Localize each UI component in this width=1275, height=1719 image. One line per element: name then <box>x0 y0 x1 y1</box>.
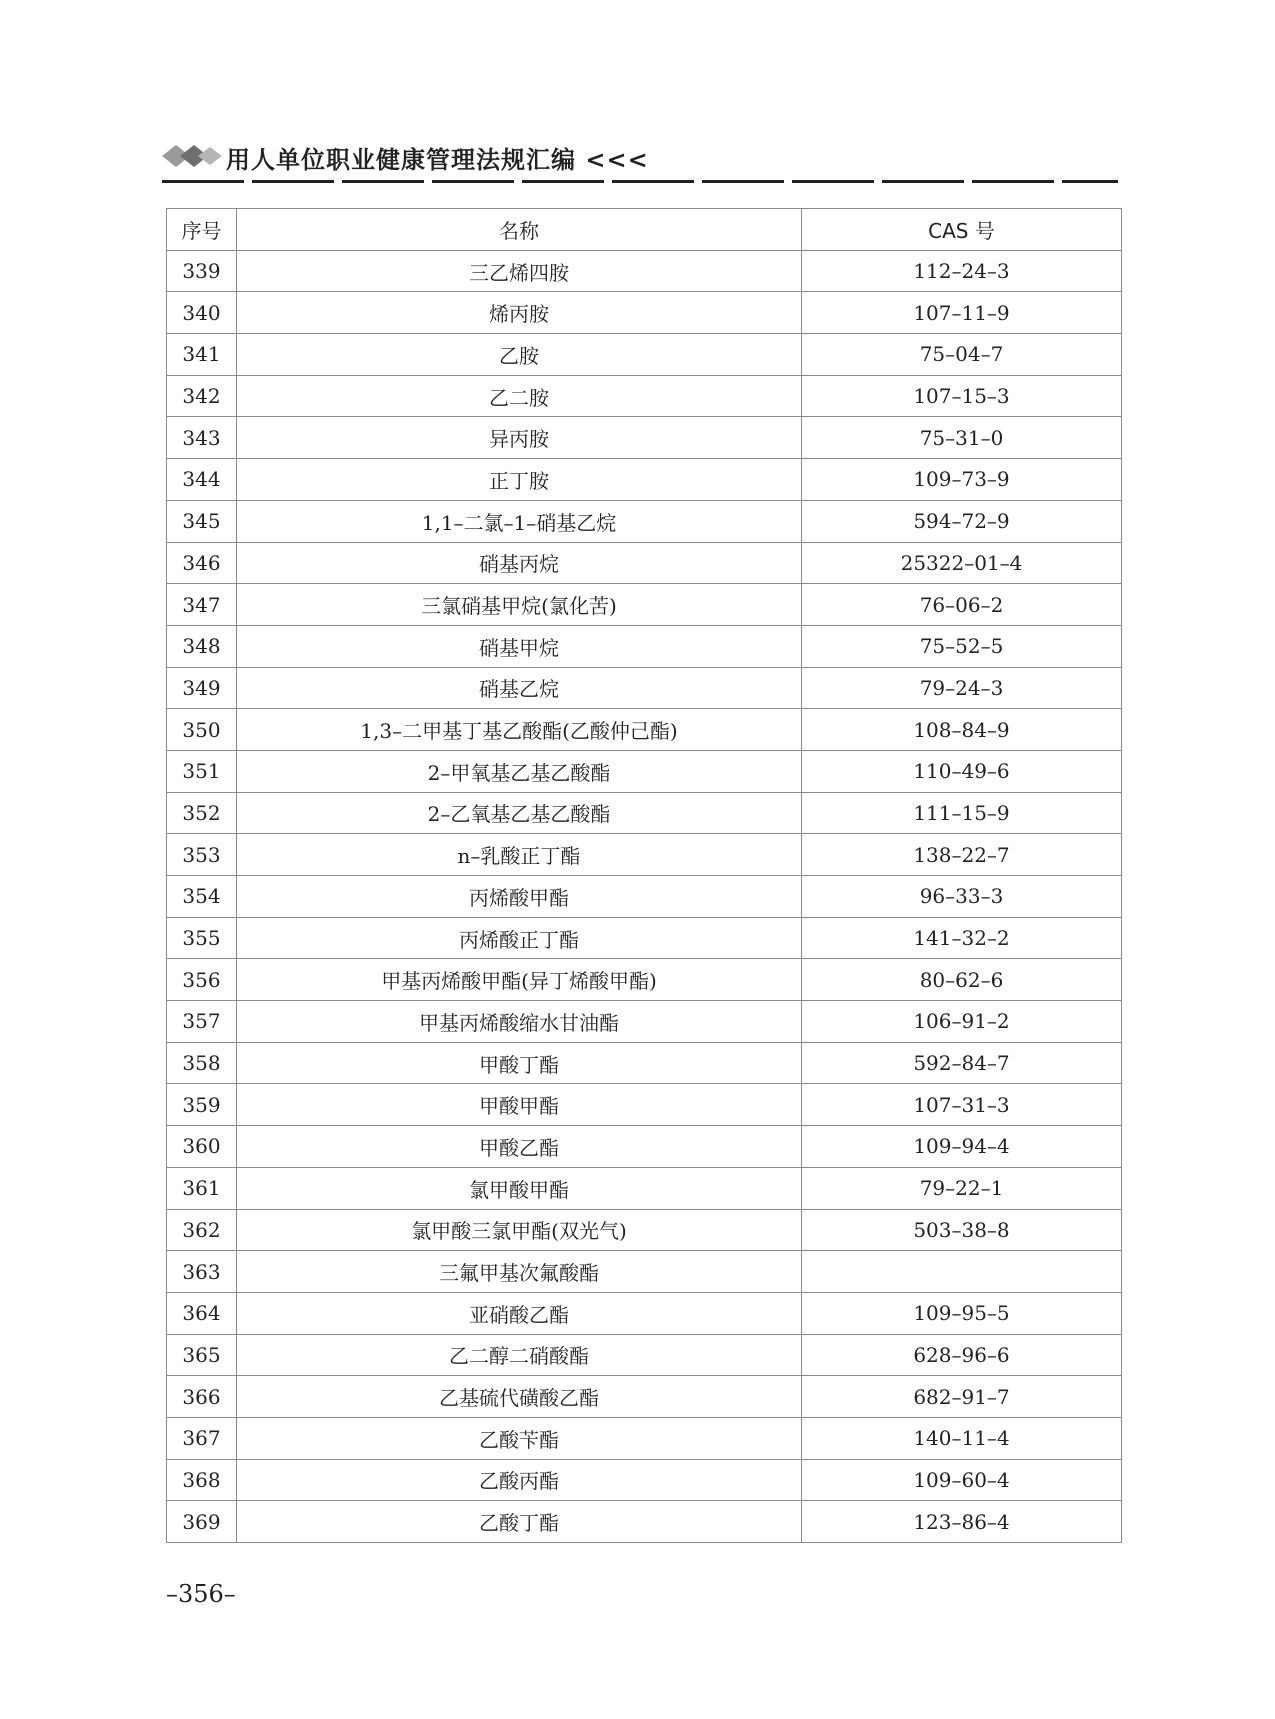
header-serial-number: 序号 <box>167 209 237 251</box>
table-row <box>167 1459 1122 1501</box>
cell-name: 2–甲氧基乙基乙酸酯 <box>237 750 802 792</box>
cell-serial-number: 357 <box>167 1001 237 1043</box>
table-row <box>167 1292 1122 1334</box>
cell-cas-number: 109–73–9 <box>802 459 1122 501</box>
cell-serial-number: 351 <box>167 750 237 792</box>
cell-name: 甲基丙烯酸甲酯(异丁烯酸甲酯) <box>237 959 802 1001</box>
cell-cas-number: 107–31–3 <box>802 1084 1122 1126</box>
table-row <box>167 1417 1122 1459</box>
cell-cas-number: 107–11–9 <box>802 292 1122 334</box>
cell-serial-number: 352 <box>167 792 237 834</box>
cell-serial-number: 367 <box>167 1417 237 1459</box>
cell-cas-number: 76–06–2 <box>802 584 1122 626</box>
cell-serial-number: 348 <box>167 625 237 667</box>
cell-cas-number: 628–96–6 <box>802 1334 1122 1376</box>
cell-serial-number: 353 <box>167 834 237 876</box>
cell-name: 烯丙胺 <box>237 292 802 334</box>
cell-name: 乙酸丙酯 <box>237 1459 802 1501</box>
cell-serial-number: 365 <box>167 1334 237 1376</box>
cell-serial-number: 361 <box>167 1167 237 1209</box>
header-name: 名称 <box>237 209 802 251</box>
cell-serial-number: 345 <box>167 500 237 542</box>
cell-name: 乙基硫代磺酸乙酯 <box>237 1376 802 1418</box>
cell-cas-number: 503–38–8 <box>802 1209 1122 1251</box>
table-row <box>167 1251 1122 1293</box>
cell-cas-number: 108–84–9 <box>802 709 1122 751</box>
table-row <box>167 542 1122 584</box>
cell-serial-number: 340 <box>167 292 237 334</box>
cell-cas-number: 140–11–4 <box>802 1417 1122 1459</box>
cell-cas-number: 75–04–7 <box>802 334 1122 376</box>
cell-serial-number: 347 <box>167 584 237 626</box>
cell-cas-number: 107–15–3 <box>802 375 1122 417</box>
table-row <box>167 375 1122 417</box>
table-row <box>167 584 1122 626</box>
cell-cas-number: 111–15–9 <box>802 792 1122 834</box>
header-rule <box>162 180 1118 183</box>
page-number: –356– <box>166 1580 236 1608</box>
cell-serial-number: 358 <box>167 1042 237 1084</box>
cell-name: 甲酸甲酯 <box>237 1084 802 1126</box>
cell-serial-number: 346 <box>167 542 237 584</box>
cell-serial-number: 359 <box>167 1084 237 1126</box>
cell-cas-number: 75–31–0 <box>802 417 1122 459</box>
cell-serial-number: 364 <box>167 1292 237 1334</box>
running-header <box>162 140 1118 190</box>
table-row <box>167 709 1122 751</box>
table-row <box>167 1084 1122 1126</box>
table-row <box>167 1001 1122 1043</box>
cell-cas-number: 594–72–9 <box>802 500 1122 542</box>
cell-cas-number: 109–95–5 <box>802 1292 1122 1334</box>
cell-name: 丙烯酸正丁酯 <box>237 917 802 959</box>
cell-name: 氯甲酸三氯甲酯(双光气) <box>237 1209 802 1251</box>
cell-serial-number: 349 <box>167 667 237 709</box>
table-header-row <box>167 209 1122 251</box>
cell-cas-number: 138–22–7 <box>802 834 1122 876</box>
cell-cas-number: 96–33–3 <box>802 876 1122 918</box>
table-row <box>167 959 1122 1001</box>
cell-serial-number: 350 <box>167 709 237 751</box>
cell-cas-number: 109–94–4 <box>802 1126 1122 1168</box>
table-row <box>167 667 1122 709</box>
table-row <box>167 792 1122 834</box>
cell-name: 异丙胺 <box>237 417 802 459</box>
cell-name: 2–乙氧基乙基乙酸酯 <box>237 792 802 834</box>
cell-name: 乙二胺 <box>237 375 802 417</box>
cell-name: 硝基丙烷 <box>237 542 802 584</box>
table-row <box>167 834 1122 876</box>
cell-name: 甲酸乙酯 <box>237 1126 802 1168</box>
cell-cas-number: 79–22–1 <box>802 1167 1122 1209</box>
table-row <box>167 1126 1122 1168</box>
cell-name: 氯甲酸甲酯 <box>237 1167 802 1209</box>
cell-cas-number: 123–86–4 <box>802 1501 1122 1543</box>
cell-cas-number: 25322–01–4 <box>802 542 1122 584</box>
table-row <box>167 876 1122 918</box>
table-row <box>167 292 1122 334</box>
cell-cas-number: 592–84–7 <box>802 1042 1122 1084</box>
cell-name: n–乳酸正丁酯 <box>237 834 802 876</box>
table-row <box>167 334 1122 376</box>
cell-serial-number: 339 <box>167 250 237 292</box>
cell-name: 硝基乙烷 <box>237 667 802 709</box>
cell-serial-number: 362 <box>167 1209 237 1251</box>
cell-name: 硝基甲烷 <box>237 625 802 667</box>
cell-cas-number: 112–24–3 <box>802 250 1122 292</box>
cell-serial-number: 341 <box>167 334 237 376</box>
table-row <box>167 1042 1122 1084</box>
cell-name: 三乙烯四胺 <box>237 250 802 292</box>
cell-cas-number <box>802 1251 1122 1293</box>
cell-cas-number: 106–91–2 <box>802 1001 1122 1043</box>
table-row <box>167 917 1122 959</box>
table-row <box>167 250 1122 292</box>
cell-name: 甲酸丁酯 <box>237 1042 802 1084</box>
chemical-cas-table <box>166 208 1122 1543</box>
book-title: 用人单位职业健康管理法规汇编 <<< <box>226 145 649 174</box>
double-diamond-icon <box>162 145 222 167</box>
cell-name: 乙酸丁酯 <box>237 1501 802 1543</box>
cell-name: 乙胺 <box>237 334 802 376</box>
cell-cas-number: 110–49–6 <box>802 750 1122 792</box>
cell-serial-number: 366 <box>167 1376 237 1418</box>
cell-serial-number: 368 <box>167 1459 237 1501</box>
cell-name: 丙烯酸甲酯 <box>237 876 802 918</box>
cell-serial-number: 363 <box>167 1251 237 1293</box>
cell-name: 三氯硝基甲烷(氯化苦) <box>237 584 802 626</box>
table-row <box>167 417 1122 459</box>
table-row <box>167 500 1122 542</box>
cell-cas-number: 682–91–7 <box>802 1376 1122 1418</box>
table-row <box>167 1167 1122 1209</box>
cell-name: 亚硝酸乙酯 <box>237 1292 802 1334</box>
cell-name: 乙二醇二硝酸酯 <box>237 1334 802 1376</box>
cell-serial-number: 369 <box>167 1501 237 1543</box>
cell-name: 乙酸苄酯 <box>237 1417 802 1459</box>
cell-serial-number: 355 <box>167 917 237 959</box>
table-row <box>167 459 1122 501</box>
cell-serial-number: 356 <box>167 959 237 1001</box>
cell-cas-number: 80–62–6 <box>802 959 1122 1001</box>
header-cas-number: CAS 号 <box>802 209 1122 251</box>
cell-name: 正丁胺 <box>237 459 802 501</box>
cell-serial-number: 360 <box>167 1126 237 1168</box>
table-row <box>167 750 1122 792</box>
cell-serial-number: 354 <box>167 876 237 918</box>
cell-serial-number: 344 <box>167 459 237 501</box>
cell-serial-number: 343 <box>167 417 237 459</box>
table-row <box>167 625 1122 667</box>
cell-name: 甲基丙烯酸缩水甘油酯 <box>237 1001 802 1043</box>
table-row <box>167 1209 1122 1251</box>
table-row <box>167 1376 1122 1418</box>
cell-cas-number: 75–52–5 <box>802 625 1122 667</box>
cell-serial-number: 342 <box>167 375 237 417</box>
table-row <box>167 1334 1122 1376</box>
cell-cas-number: 109–60–4 <box>802 1459 1122 1501</box>
table-body <box>167 250 1122 1542</box>
table-row <box>167 1501 1122 1543</box>
cell-cas-number: 141–32–2 <box>802 917 1122 959</box>
cell-name: 三氟甲基次氟酸酯 <box>237 1251 802 1293</box>
cell-name: 1,3–二甲基丁基乙酸酯(乙酸仲己酯) <box>237 709 802 751</box>
cell-name: 1,1–二氯–1–硝基乙烷 <box>237 500 802 542</box>
cell-cas-number: 79–24–3 <box>802 667 1122 709</box>
